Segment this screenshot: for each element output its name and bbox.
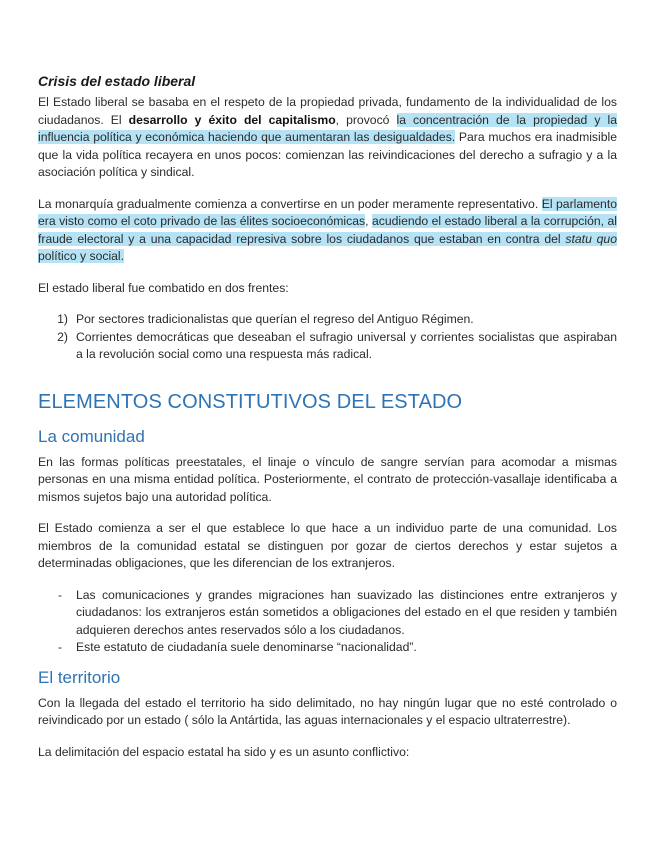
- text-run: Para muchos era inadmisible que la vida política recayera en unos pocos: comienzan las reivindicaciones del derecho a sufragio y a la asociación política y sindical.: [38, 130, 617, 179]
- list-marker: 1): [57, 312, 68, 326]
- chapter-title: ELEMENTOS CONSTITUTIVOS DEL ESTADO: [38, 390, 463, 413]
- text-run: político y social.: [38, 249, 125, 263]
- list-item: [38, 587, 617, 640]
- paragraph-comunidad-2: El Estado comienza a ser el que establece lo que hace a un individuo parte de una comunidad. Los miembros de la comunidad estatal se distinguen por gozar de ciertos derechos y estar sujetos a determinadas obligaciones, que les diferencian de los extranjeros.: [38, 521, 617, 570]
- list-item: [38, 329, 617, 364]
- highlighted-text: El parlamento era visto como el coto privado de las élites socioeconómicas: [38, 196, 617, 228]
- text-run: acudiendo el estado liberal a la corrupción, al fraude electoral y a una capacidad represiva sobre los ciudadanos que estaban en contra del: [38, 214, 617, 246]
- list-item: [38, 311, 617, 329]
- paragraph-comunidad-1: En las formas políticas preestatales, el linaje o vínculo de sangre servían para acomodar a mismas personas en una misma entidad política. Posteriormente, el contrato de protección-vasallaje identificaba a mismos sujetos bajo una autoridad política.: [38, 454, 617, 504]
- italic-text: statu quo: [565, 231, 617, 246]
- paragraph-crisis-2: [38, 196, 617, 266]
- bold-text: desarrollo y éxito del capitalismo: [128, 112, 336, 127]
- list-item-text: Por sectores tradicionalistas que querían el regreso del Antiguo Régimen.: [76, 312, 474, 326]
- text-run: , provocó: [335, 112, 397, 127]
- list-marker: -: [58, 587, 63, 602]
- list-item-text: Corrientes democráticas que deseaban el sufragio universal y corrientes socialistas que aspiraban a la revolución social como una respuesta más radical.: [76, 329, 617, 361]
- list-item-text: Este estatuto de ciudadanía suele denominarse “nacionalidad”.: [76, 640, 417, 654]
- paragraph-territorio-2: La delimitación del espacio estatal ha sido y es un asunto conflictivo:: [38, 744, 410, 759]
- list-marker: -: [58, 640, 63, 654]
- fronts-list: [38, 311, 617, 364]
- paragraph-territorio-1: Con la llegada del estado el territorio ha sido delimitado, no hay ningún lugar que no esté controlado o reivindicado por un estado ( sólo la Antártida, las aguas internacionales y el espacio ultraterrestre).: [38, 695, 617, 727]
- highlighted-text: la concentración de la propiedad y la influencia política y económica haciendo que aumentaran las desigualdades.: [38, 112, 617, 144]
- text-run: El Estado liberal se basaba en el respeto de la propiedad privada, fundamento de la individualidad de los ciudadanos. El: [38, 95, 617, 127]
- text-run: ,: [365, 214, 372, 228]
- subsection-title-comunidad: La comunidad: [38, 426, 145, 446]
- list-item: [38, 639, 617, 657]
- subsection-title-territorio: El territorio: [38, 667, 121, 687]
- section-heading-crisis: Crisis del estado liberal: [38, 73, 196, 89]
- text-run: La monarquía gradualmente comienza a convertirse en un poder meramente representativo.: [38, 196, 542, 211]
- comunidad-bullet-list: [38, 587, 617, 657]
- paragraph-crisis-3: El estado liberal fue combatido en dos frentes:: [38, 280, 289, 295]
- list-item-text: Las comunicaciones y grandes migraciones han suavizado las distinciones entre extranjeros y ciudadanos: los extranjeros están sometidos a obligaciones del estado en el que residen y también adquieren derechos antes reservados sólo a los ciudadanos.: [76, 587, 617, 637]
- paragraph-crisis-1: [38, 94, 617, 182]
- list-marker: 2): [57, 329, 68, 344]
